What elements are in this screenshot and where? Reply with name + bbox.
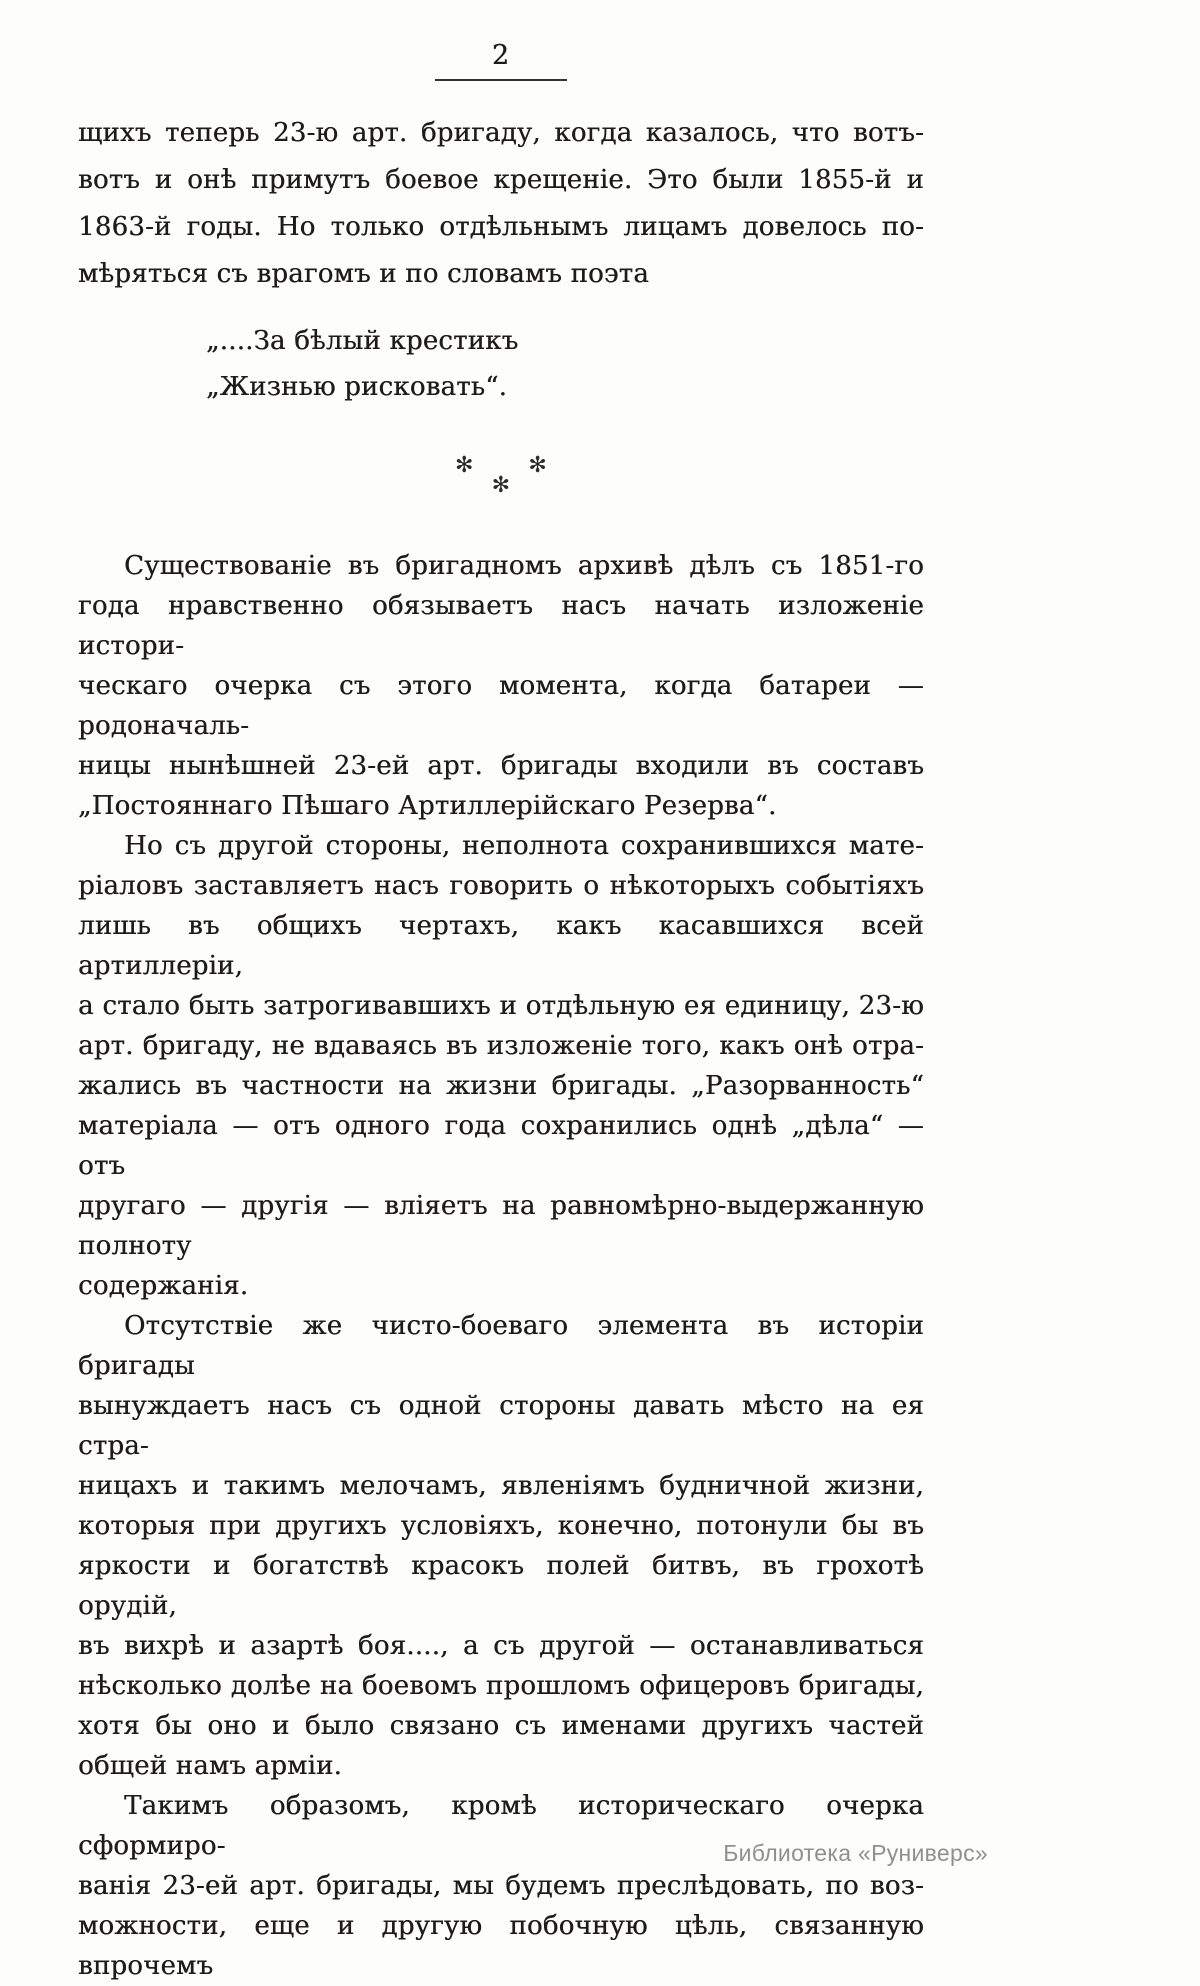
text-line: содержанія. — [78, 1271, 249, 1301]
text-line: можности, еще и другую побочную цѣль, связанную впрочемъ — [78, 1911, 924, 1981]
text-line: Но съ другой стороны, неполнота сохранившихся мате- — [124, 831, 924, 861]
text-line: 1863-й годы. Но только отдѣльнымъ лицамъ довелось по- — [78, 212, 924, 242]
text-line: Отсутствіе же чисто-боеваго элемента въ исторіи бригады — [78, 1311, 924, 1381]
text-line: вотъ и онѣ примутъ боевое крещеніе. Это были 1855-й и — [78, 165, 924, 195]
paragraph-1 — [78, 546, 924, 826]
text-line: лишь въ общихъ чертахъ, какъ касавшихся всей артиллеріи, — [78, 911, 924, 981]
asterisk-icon: ✻ — [455, 453, 474, 478]
text-line: другаго — другія — вліяетъ на равномѣрно-выдержанную полноту — [78, 1191, 924, 1261]
text-line: „Жизнью рисковать“. — [206, 372, 508, 402]
paragraph-4 — [78, 1786, 924, 1986]
text-line: ванія 23-ей арт. бригады, мы будемъ преслѣдовать, по воз- — [78, 1871, 924, 1901]
text-line: вынуждаетъ насъ съ одной стороны давать мѣсто на ея стра- — [78, 1391, 924, 1461]
text-line: „Постояннаго Пѣшаго Артиллерійскаго Резерва“. — [78, 791, 777, 821]
asterisk-icon: ✻ — [528, 453, 547, 478]
text-line: ницахъ и такимъ мелочамъ, явленіямъ будничной жизни, — [78, 1471, 924, 1501]
text-line: жались въ частности на жизни бригады. „Разорванность“ — [78, 1071, 924, 1101]
text-line: Существованіе въ бригадномъ архивѣ дѣлъ съ 1851-го — [124, 551, 924, 581]
text-line: матеріала — отъ одного года сохранились однѣ „дѣла“ — отъ — [78, 1111, 924, 1181]
page-text — [78, 110, 924, 1986]
text-line: которыя при другихъ условіяхъ, конечно, потонули бы въ — [78, 1511, 924, 1541]
asterisk-icon: ✻ — [491, 473, 511, 498]
text-line: года нравственно обязываетъ насъ начать изложеніе истори- — [78, 591, 924, 661]
paragraph-3 — [78, 1306, 924, 1786]
text-line: щихъ теперь 23-ю арт. бригаду, когда казалось, что вотъ- — [78, 118, 924, 148]
library-watermark: Библиотека «Руниверс» — [723, 1840, 988, 1866]
verse-quote — [206, 318, 924, 410]
text-line: хотя бы оно и было связано съ именами другихъ частей — [78, 1711, 924, 1741]
text-line: мѣряться съ врагомъ и по словамъ поэта — [78, 259, 649, 289]
text-line: ницы нынѣшней 23-ей арт. бригады входили въ составъ — [78, 751, 924, 781]
page-number: 2 — [491, 40, 511, 71]
text-line: ріаловъ заставляетъ насъ говорить о нѣкоторыхъ событіяхъ — [78, 871, 924, 901]
text-line: общей намъ арміи. — [78, 1751, 342, 1781]
opening-paragraph — [78, 110, 924, 298]
text-line: Такимъ образомъ, кромѣ историческаго очерка сформиро- — [78, 1791, 924, 1861]
text-line: а стало быть затрогивавшихъ и отдѣльную ея единицу, 23-ю — [78, 991, 924, 1021]
page-number-rule — [435, 79, 567, 81]
asterisk-separator — [455, 454, 547, 498]
text-line: въ вихрѣ и азартѣ боя...., а съ другой — останавливаться — [78, 1631, 924, 1661]
page-header — [78, 40, 924, 81]
text-line: нѣсколько долѣе на боевомъ прошломъ офицеровъ бригады, — [78, 1671, 924, 1701]
paragraph-2 — [78, 826, 924, 1306]
text-line: „....За бѣлый крестикъ — [206, 326, 519, 356]
text-line: ческаго очерка съ этого момента, когда батареи — родоначаль- — [78, 671, 924, 741]
text-line: яркости и богатствѣ красокъ полей битвъ, въ грохотѣ орудій, — [78, 1551, 924, 1621]
text-line: арт. бригаду, не вдаваясь въ изложеніе того, какъ онѣ отра- — [78, 1031, 924, 1061]
